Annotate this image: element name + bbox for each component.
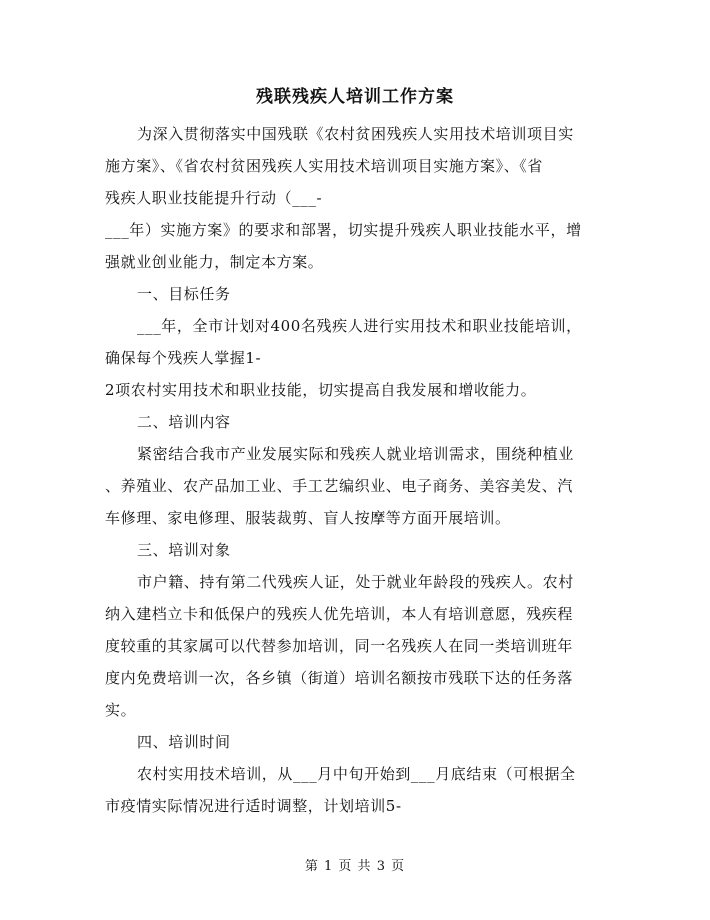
document-title: 残联残疾人培训工作方案: [256, 87, 454, 107]
paragraph-line: 紧密结合我市产业发展实际和残疾人就业培训需求，围绕种植业: [137, 445, 574, 463]
section-heading: 三、培训对象: [137, 541, 231, 559]
paragraph-line: ___年，全市计划对400名残疾人进行实用技术和职业技能培训，: [137, 317, 582, 335]
paragraph-line: 为深入贯彻落实中国残联《农村贫困残疾人实用技术培训项目实: [137, 125, 574, 143]
paragraph-line: 纳入建档立卡和低保户的残疾人优先培训，本人有培训意愿，残疾程: [105, 605, 574, 623]
paragraph-line: 残疾人职业技能提升行动（___-: [105, 189, 323, 207]
section-heading: 二、培训内容: [137, 413, 231, 431]
section-heading: 一、目标任务: [137, 285, 231, 303]
paragraph-line: 车修理、家电修理、服装裁剪、盲人按摩等方面开展培训。: [105, 509, 511, 527]
paragraph-line: 市疫情实际情况进行适时调整，计划培训5-: [105, 797, 402, 815]
paragraph-line: 实。: [105, 701, 137, 719]
paragraph-line: 2项农村实用技术和职业技能，切实提高自我发展和增收能力。: [105, 381, 537, 399]
paragraph-line: 度内免费培训一次，各乡镇（街道）培训名额按市残联下达的任务落: [105, 669, 574, 687]
paragraph-line: 度较重的其家属可以代替参加培训，同一名残疾人在同一类培训班年: [105, 637, 574, 655]
paragraph-line: 、养殖业、农产品加工业、手工艺编织业、电子商务、美容美发、汽: [105, 477, 574, 495]
paragraph-line: 农村实用技术培训，从___月中旬开始到___月底结束（可根据全: [137, 765, 576, 783]
page-indicator: 第 1 页 共 3 页: [304, 859, 406, 874]
paragraph-line: ___年）实施方案》的要求和部署，切实提升残疾人职业技能水平，增: [105, 221, 582, 239]
paragraph-line: 确保每个残疾人掌握1-: [105, 349, 262, 367]
section-heading: 四、培训时间: [137, 733, 231, 751]
document-body: [105, 118, 605, 822]
paragraph-line: 市户籍、持有第二代残疾人证，处于就业年龄段的残疾人。农村: [137, 573, 574, 591]
paragraph-line: 施方案》、《省农村贫困残疾人实用技术培训项目实施方案》、《省: [105, 157, 544, 175]
paragraph-line: 强就业创业能力，制定本方案。: [105, 253, 324, 271]
